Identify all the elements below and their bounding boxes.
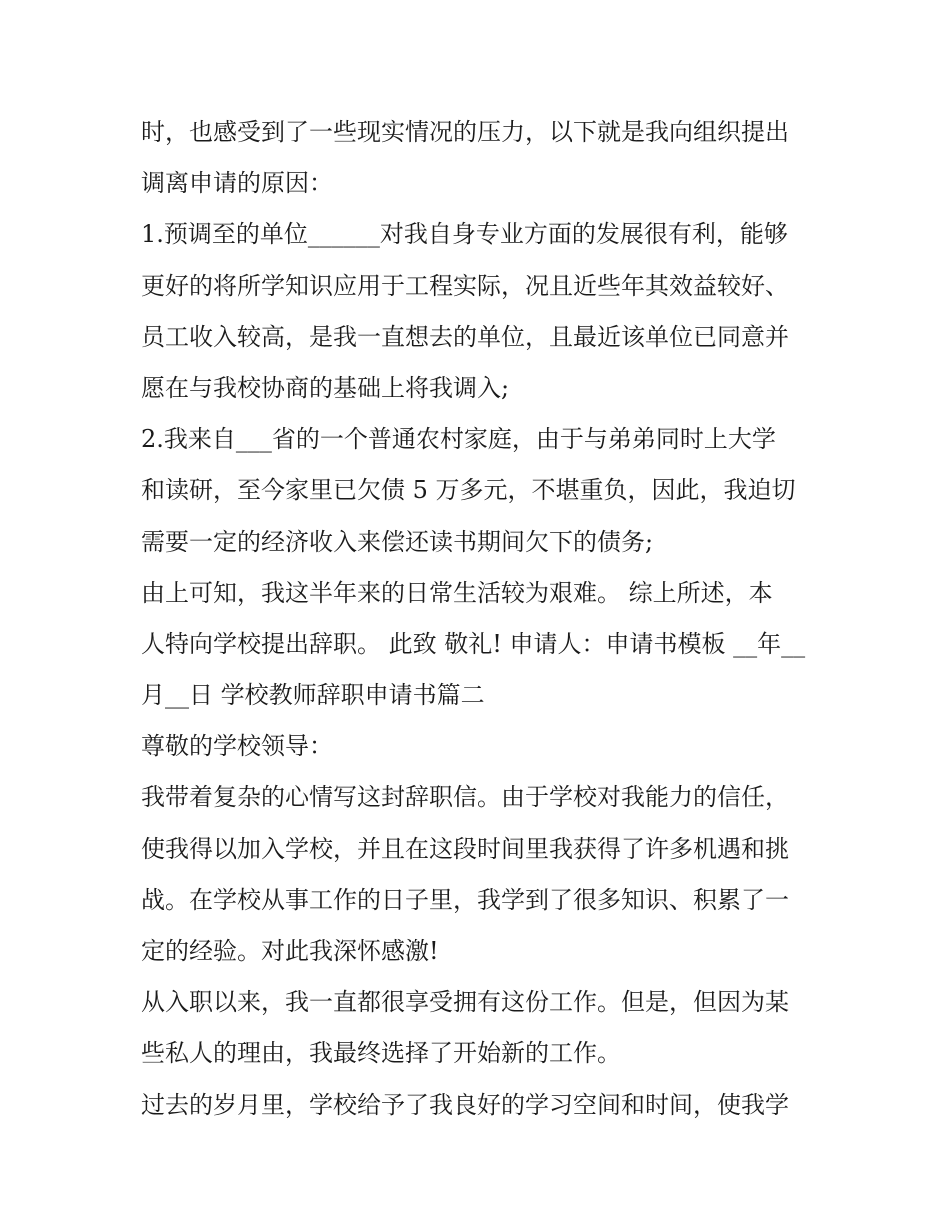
text-line: 定的经验。对此我深怀感激! [141, 937, 439, 965]
text-line: 1.预调至的单位______对我自身专业方面的发展很有利，能够 [141, 220, 788, 249]
text-line: 月__日 学校教师辞职申请书篇二 [141, 681, 485, 710]
text-line: 时，也感受到了一些现实情况的压力，以下就是我向组织提出 [141, 118, 789, 146]
text-line: 战。在学校从事工作的日子里，我学到了很多知识、积累了一 [141, 885, 789, 914]
text-line: 些私人的理由，我最终选择了开始新的工作。 [141, 1039, 621, 1068]
text-line: 由上可知，我这半年来的日常生活较为艰难。 综上所述，本 [141, 578, 773, 607]
text-line: 员工收入较高，是我一直想去的单位，且最近该单位已同意并 [141, 322, 789, 351]
text-line: 愿在与我校协商的基础上将我调入; [141, 373, 510, 402]
text-line: 过去的岁月里，学校给予了我良好的学习空间和时间，使我学 [141, 1090, 789, 1119]
text-line: 尊敬的学校领导： [141, 732, 333, 761]
text-line: 调离申请的原因： [141, 169, 333, 198]
text-line: 从入职以来，我一直都很享受拥有这份工作。但是，但因为某 [141, 988, 789, 1017]
document-body [141, 107, 821, 1131]
text-line: 更好的将所学知识应用于工程实际，况且近些年其效益较好、 [141, 271, 789, 300]
text-line: 我带着复杂的心情写这封辞职信。由于学校对我能力的信任， [141, 783, 789, 812]
text-line: 需要一定的经济收入来偿还读书期间欠下的债务; [141, 527, 654, 556]
text-line: 和读研，至今家里已欠债 5 万多元，不堪重负，因此，我迫切 [141, 476, 796, 505]
text-line: 人特向学校提出辞职。 此致 敬礼! 申请人：申请书模板 __年__ [141, 629, 806, 658]
text-line: 2.我来自___省的一个普通农村家庭，由于与弟弟同时上大学 [141, 425, 776, 454]
text-line: 使我得以加入学校，并且在这段时间里我获得了许多机遇和挑 [141, 834, 789, 863]
